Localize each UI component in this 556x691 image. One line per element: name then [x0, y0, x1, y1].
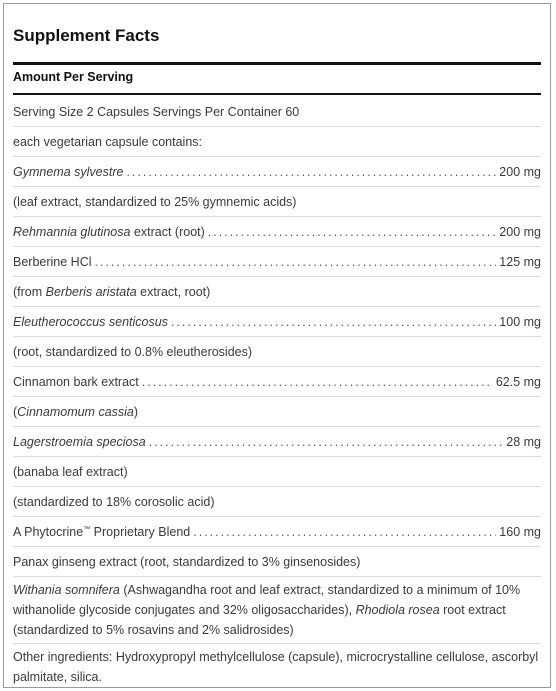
ingredient-amount: 125 mg: [499, 254, 541, 269]
ingredient-name: Rehmannia glutinosa: [13, 224, 131, 239]
trademark-symbol: ™: [83, 525, 91, 533]
ingredient-row-rehmannia: Rehmannia glutinosa extract (root) ..... 200 mg: [13, 217, 541, 247]
supplement-facts-panel: [3, 3, 551, 688]
ingredient-amount: 160 mg: [499, 524, 541, 539]
ingredient-list: [13, 97, 541, 690]
ingredient-note-row: (from Berberis aristata extract, root): [13, 277, 541, 307]
ingredient-note-row: (leaf extract, standardized to 25% gymnemic acids): [13, 187, 541, 217]
other-ingredients-row: Other ingredients: Hydroxypropyl methylcellulose (capsule), microcrystalline cellulose, ascorbyl palmitate, silica.: [13, 650, 539, 684]
ingredient-name: Lagerstroemia speciosa: [13, 434, 146, 449]
ingredient-amount: 200 mg: [499, 224, 541, 239]
ingredient-row-phytocrine-blend: [13, 517, 541, 547]
ingredient-name: Cinnamon bark extract: [13, 374, 139, 389]
ingredient-amount: 100 mg: [499, 314, 541, 329]
amount-per-serving-heading: Amount Per Serving: [13, 70, 134, 84]
ingredient-row-lagerstroemia: [13, 427, 541, 457]
ingredient-amount: 28 mg: [506, 434, 541, 449]
serving-size-row: Serving Size 2 Capsules Servings Per Container 60: [13, 97, 541, 127]
ingredient-name: Gymnema sylvestre: [13, 164, 124, 179]
heading-divider: [13, 93, 541, 95]
ingredient-row-berberine: [13, 247, 541, 277]
ingredient-note-row: (standardized to 18% corosolic acid): [13, 487, 541, 517]
ingredient-note-row: (banaba leaf extract): [13, 457, 541, 487]
ingredient-row-eleutherococcus: [13, 307, 541, 337]
ingredient-note-row: (Cinnamomum cassia): [13, 397, 541, 427]
capsule-contains-row: each vegetarian capsule contains:: [13, 127, 541, 157]
blend-component-row: Panax ginseng extract (root, standardized to 3% ginsenosides): [13, 547, 541, 577]
ingredient-row-cinnamon: [13, 367, 541, 397]
blend-component-row: Withania somnifera (Ashwagandha root and leaf extract, standardized to a minimum of 10% withanolide glycoside conjugates and 32% oligosaccharides), Rhodiola rosea root extract (standardized to 5% rosavins and 2% salidrosides): [13, 577, 541, 644]
ingredient-name: A Phytocrine™ Proprietary Blend: [13, 524, 191, 539]
ingredient-row-gymnema: [13, 157, 541, 187]
ingredient-note-row: (root, standardized to 0.8% eleutherosides): [13, 337, 541, 367]
ingredient-name: Eleutherococcus senticosus: [13, 314, 168, 329]
ingredient-name: Berberine HCl: [13, 254, 92, 269]
ingredient-amount: 62.5 mg: [495, 374, 541, 389]
thick-divider: [13, 62, 541, 65]
ingredient-amount: 200 mg: [499, 164, 541, 179]
panel-title: Supplement Facts: [13, 26, 160, 45]
